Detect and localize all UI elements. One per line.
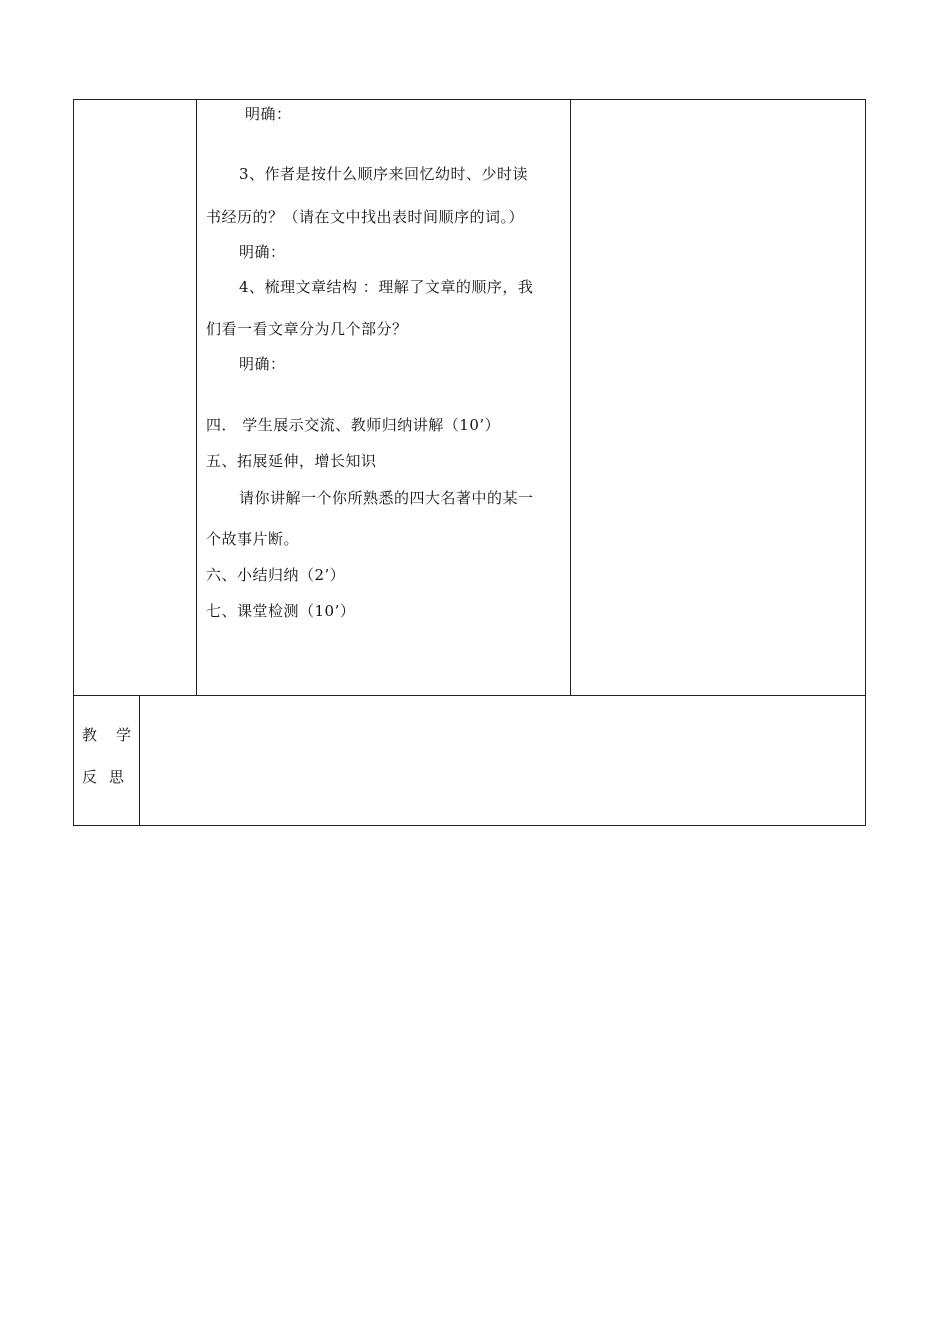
table-right-border xyxy=(865,99,866,826)
table-left-border xyxy=(73,99,74,826)
reflection-label-divider xyxy=(139,695,140,825)
question-4-line-1: 4、梳理文章结构 ：理解了文章的顺序，我 xyxy=(239,278,534,296)
answer-line: 明确： xyxy=(245,105,292,123)
section-7-heading: 七、课堂检测（10’） xyxy=(206,602,356,620)
answer-line: 明确： xyxy=(239,355,286,373)
reflection-label-char: 学 xyxy=(116,726,132,744)
column-divider-2 xyxy=(570,99,571,695)
section-6-heading: 六、小结归纳（2’） xyxy=(206,566,346,584)
answer-line: 明确： xyxy=(239,243,286,261)
section-4-heading: 四． 学生展示交流、教师归纳讲解（10’） xyxy=(206,416,501,434)
question-4-line-2: 们看一看文章分为几个部分？ xyxy=(206,320,408,338)
reflection-label-char: 思 xyxy=(109,768,125,786)
section-5-task-line-1: 请你讲解一个你所熟悉的四大名著中的某一 xyxy=(239,489,534,507)
table-bottom-border xyxy=(73,825,866,826)
reflection-label-char: 反 xyxy=(82,768,98,786)
row-divider xyxy=(73,695,866,696)
question-3-line-1: 3、作者是按什么顺序来回忆幼时、少时读 xyxy=(239,165,529,183)
column-divider-1 xyxy=(196,99,197,695)
table-top-border xyxy=(73,99,866,100)
section-5-heading: 五、拓展延伸，增长知识 xyxy=(206,452,377,470)
reflection-label-char: 教 xyxy=(82,726,98,744)
question-3-line-2: 书经历的？（请在文中找出表时间顺序的词。） xyxy=(206,208,525,226)
section-5-task-line-2: 个故事片断。 xyxy=(206,530,300,548)
